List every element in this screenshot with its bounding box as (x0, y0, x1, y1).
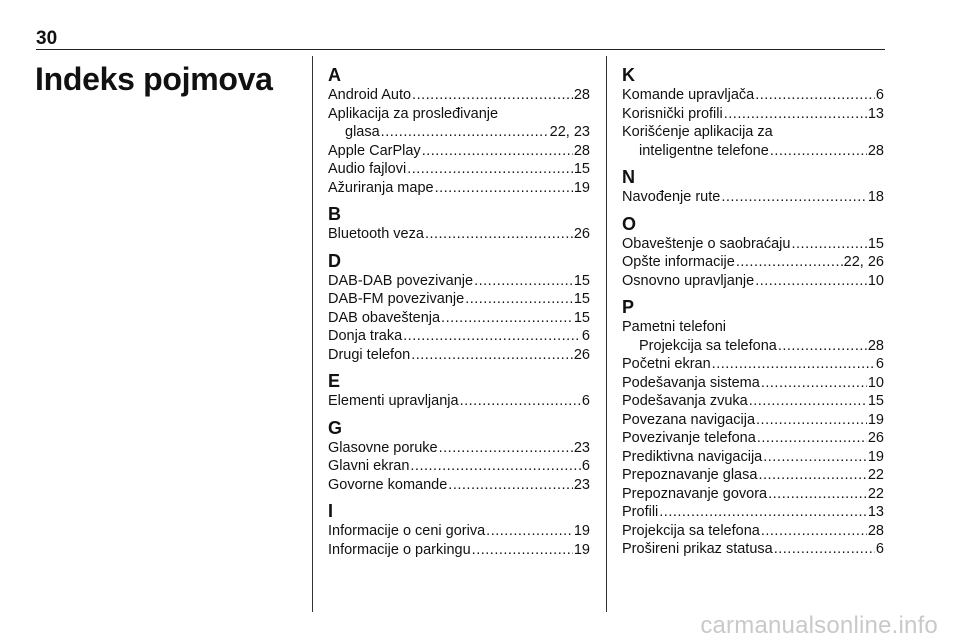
index-entry (622, 448, 884, 467)
section-letter: P (622, 297, 635, 317)
entry-term: Opšte informacije (622, 254, 735, 270)
entry-term: Informacije o ceni goriva (328, 523, 486, 539)
entry-page-ref: 19 (867, 448, 884, 465)
entry-term: DAB-FM povezivanje (328, 291, 465, 307)
index-section-d (328, 250, 590, 365)
entry-term: Profili (622, 504, 659, 520)
entry-page-ref: 15 (573, 161, 590, 177)
section-letter: A (328, 65, 341, 85)
entry-term: DAB obaveštenja (328, 309, 441, 326)
entry-term: Ažuriranja mape (328, 179, 434, 196)
index-entry (328, 309, 590, 328)
column-divider-right (606, 56, 607, 612)
index-entry (328, 123, 590, 142)
entry-term: Audio fajlovi (328, 161, 407, 177)
watermark-text: carmanualsonline.info (700, 612, 938, 639)
entry-term: Drugi telefon (328, 346, 411, 363)
entry-term: glasa (345, 124, 380, 140)
index-section-i (328, 500, 590, 559)
dot-leader (465, 290, 573, 309)
entry-page-ref: 6 (875, 87, 884, 103)
dot-leader (721, 188, 867, 207)
entry-page-ref: 13 (867, 105, 884, 122)
entry-term: Prediktivna navigacija (622, 448, 763, 465)
dot-leader (736, 253, 843, 272)
entry-page-ref: 28 (867, 142, 884, 159)
index-entry (328, 392, 590, 411)
entry-term: Aplikacija za prosleđivanje (328, 105, 499, 122)
dot-leader (407, 160, 573, 179)
section-letter: K (622, 65, 635, 85)
index-entry (328, 272, 590, 291)
index-entry (328, 327, 590, 346)
dot-leader (472, 541, 573, 560)
index-column-2 (622, 64, 884, 565)
dot-leader (486, 522, 573, 541)
entry-term: DAB-DAB povezivanje (328, 272, 474, 289)
section-letter: G (328, 417, 343, 438)
dot-leader (791, 235, 866, 254)
index-section-b (328, 203, 590, 244)
index-entry (622, 188, 884, 207)
entry-term: Korišćenje aplikacija za (622, 124, 773, 140)
dot-leader (755, 86, 875, 105)
index-section-a (328, 64, 590, 197)
entry-term: Početni ekran (622, 356, 711, 372)
entry-page-ref: 22, 26 (843, 254, 884, 270)
entry-term: Prepoznavanje govora (622, 485, 768, 502)
entry-page-ref: 26 (867, 430, 884, 446)
index-entry (622, 466, 884, 485)
dot-leader (435, 179, 573, 198)
index-entry (328, 105, 590, 124)
dot-leader (763, 448, 867, 467)
index-entry (328, 160, 590, 179)
index-entry (622, 142, 884, 161)
entry-page-ref: 19 (573, 523, 590, 539)
index-section-e (328, 370, 590, 411)
dot-leader (758, 466, 866, 485)
entry-page-ref: 10 (867, 272, 884, 289)
entry-page-ref: 15 (573, 272, 590, 289)
entry-page-ref: 15 (573, 309, 590, 326)
index-column-1 (328, 64, 590, 565)
index-entry (622, 105, 884, 124)
dot-leader (659, 503, 867, 522)
entry-term: Informacije o parkingu (328, 541, 471, 558)
index-entry (328, 346, 590, 365)
section-letter: I (328, 501, 334, 521)
entry-term: Navođenje rute (622, 189, 721, 205)
index-section-k (622, 64, 884, 160)
entry-term: Prepoznavanje glasa (622, 467, 758, 483)
entry-term: Povezana navigacija (622, 411, 756, 428)
index-entry (328, 179, 590, 198)
dot-leader (761, 522, 867, 541)
column-divider-left (312, 56, 313, 612)
entry-term: Podešavanja zvuka (622, 393, 748, 409)
entry-term: Podešavanja sistema (622, 374, 760, 391)
entry-page-ref: 6 (581, 458, 590, 474)
index-entry (622, 272, 884, 291)
dot-leader (768, 485, 867, 504)
entry-term: Apple CarPlay (328, 142, 421, 159)
entry-term: Donja traka (328, 328, 403, 344)
index-entry (622, 429, 884, 448)
entry-term: Prošireni prikaz statusa (622, 541, 773, 557)
index-entry (328, 541, 590, 560)
dot-leader (724, 105, 867, 124)
entry-term: Projekcija sa telefona (622, 522, 760, 539)
entry-page-ref: 6 (581, 328, 590, 344)
dot-leader (755, 272, 867, 291)
entry-page-ref: 22, 23 (549, 124, 590, 140)
index-entry (328, 476, 590, 495)
index-entry (622, 253, 884, 272)
dot-leader (425, 225, 573, 244)
dot-leader (410, 457, 581, 476)
index-entry (622, 522, 884, 541)
index-entry (622, 337, 884, 356)
index-entry (328, 457, 590, 476)
entry-page-ref: 18 (867, 189, 884, 205)
index-section-p (622, 296, 884, 559)
entry-page-ref: 15 (867, 235, 884, 252)
dot-leader (757, 429, 867, 448)
entry-page-ref: 23 (573, 476, 590, 493)
index-entry (328, 86, 590, 105)
entry-page-ref: 28 (573, 87, 590, 103)
entry-term: inteligentne telefone (639, 142, 769, 159)
index-entry (622, 86, 884, 105)
dot-leader (448, 476, 573, 495)
dot-leader (439, 439, 573, 458)
entry-page-ref: 19 (573, 179, 590, 196)
dot-leader (774, 540, 875, 559)
entry-page-ref: 19 (867, 411, 884, 428)
entry-page-ref: 22 (867, 467, 884, 483)
entry-term: Android Auto (328, 87, 412, 103)
entry-page-ref: 22 (867, 485, 884, 502)
index-entry (622, 374, 884, 393)
entry-term: Osnovno upravljanje (622, 272, 755, 289)
index-entry (328, 522, 590, 541)
index-entry (328, 439, 590, 458)
header-rule (36, 49, 885, 50)
index-entry (622, 235, 884, 254)
index-entry (622, 355, 884, 374)
dot-leader (778, 337, 867, 356)
entry-term: Bluetooth veza (328, 226, 424, 242)
dot-leader (712, 355, 875, 374)
index-entry (328, 225, 590, 244)
entry-page-ref: 15 (867, 393, 884, 409)
dot-leader (460, 392, 581, 411)
index-entry (622, 485, 884, 504)
entry-term: Glasovne poruke (328, 439, 438, 456)
index-entry (622, 318, 884, 337)
entry-term: Projekcija sa telefona (639, 337, 777, 354)
dot-leader (412, 86, 573, 105)
dot-leader (761, 374, 867, 393)
section-letter: E (328, 371, 341, 391)
entry-page-ref: 6 (875, 541, 884, 557)
section-letter: N (622, 167, 635, 187)
dot-leader (770, 142, 867, 161)
entry-page-ref: 28 (867, 337, 884, 354)
page-title: Indeks pojmova (35, 61, 273, 97)
entry-page-ref: 23 (573, 439, 590, 456)
section-letter: O (622, 213, 637, 234)
entry-page-ref: 26 (573, 226, 590, 242)
entry-page-ref: 6 (581, 393, 590, 409)
index-entry (328, 142, 590, 161)
entry-page-ref: 28 (867, 522, 884, 539)
entry-term: Elementi upravljanja (328, 393, 459, 409)
dot-leader (441, 309, 573, 328)
index-entry (622, 540, 884, 559)
dot-leader (756, 411, 867, 430)
entry-page-ref: 26 (573, 346, 590, 363)
entry-term: Pametni telefoni (622, 319, 726, 335)
entry-page-ref: 6 (875, 356, 884, 372)
index-entry (328, 290, 590, 309)
dot-leader (749, 392, 867, 411)
section-letter: D (328, 250, 341, 271)
entry-page-ref: 19 (573, 541, 590, 558)
section-letter: B (328, 204, 341, 224)
dot-leader (403, 327, 581, 346)
entry-page-ref: 10 (867, 374, 884, 391)
entry-term: Korisnički profili (622, 105, 723, 122)
entry-page-ref: 13 (867, 504, 884, 520)
index-entry (622, 392, 884, 411)
index-section-o (622, 213, 884, 291)
index-entry (622, 503, 884, 522)
dot-leader (474, 272, 573, 291)
index-entry (622, 411, 884, 430)
dot-leader (411, 346, 573, 365)
index-section-n (622, 166, 884, 207)
dot-leader (381, 123, 549, 142)
entry-page-ref: 28 (573, 142, 590, 159)
index-section-g (328, 417, 590, 495)
dot-leader (422, 142, 573, 161)
entry-page-ref: 15 (573, 291, 590, 307)
entry-term: Glavni ekran (328, 458, 410, 474)
page-number: 30 (36, 28, 58, 49)
entry-term: Komande upravljača (622, 87, 755, 103)
entry-term: Obaveštenje o saobraćaju (622, 235, 791, 252)
entry-term: Povezivanje telefona (622, 430, 756, 446)
entry-term: Govorne komande (328, 476, 448, 493)
index-entry (622, 123, 884, 142)
